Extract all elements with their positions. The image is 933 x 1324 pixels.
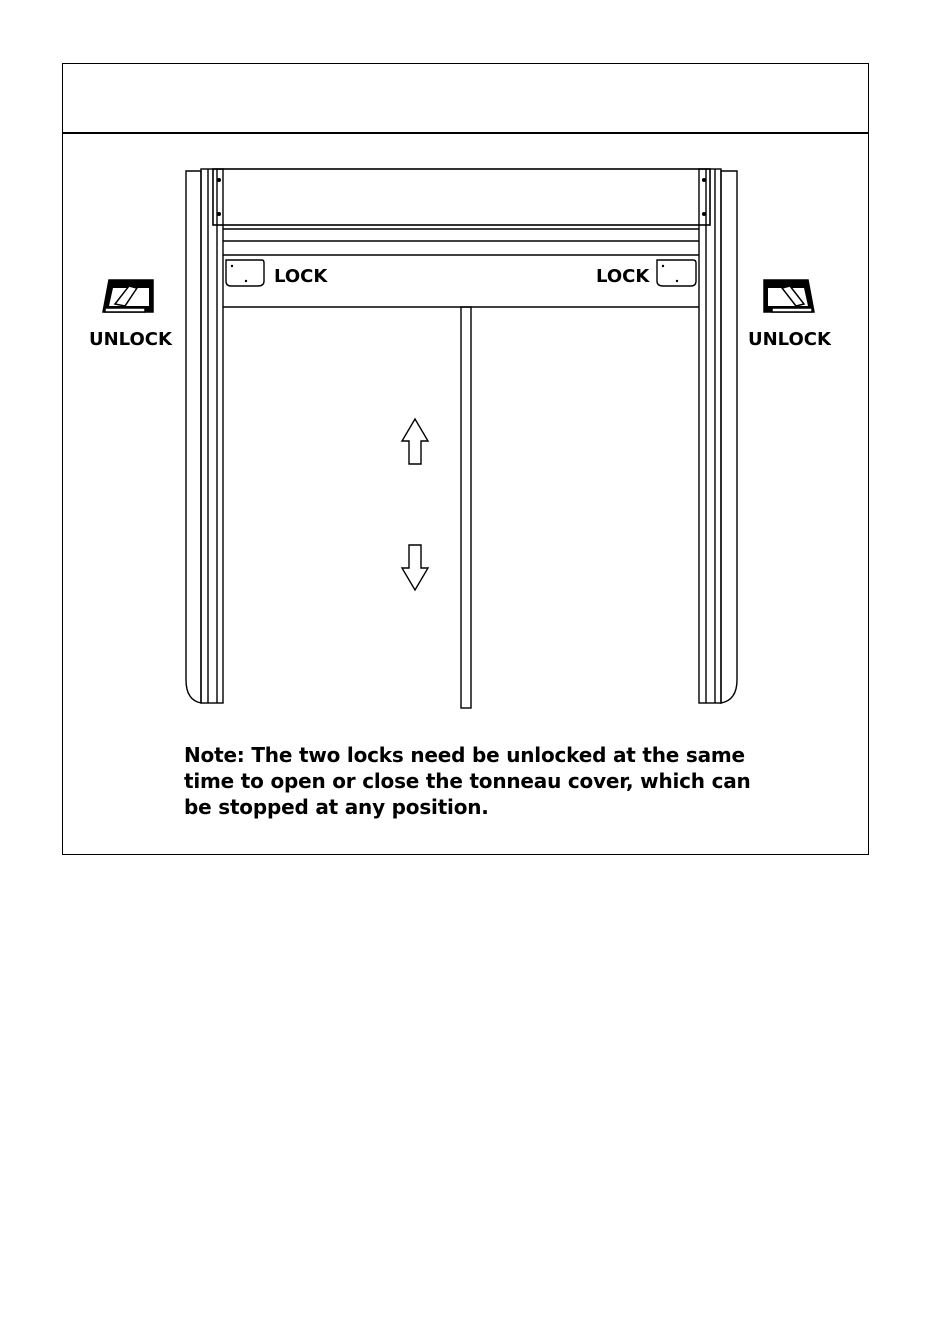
note-text bbox=[184, 742, 764, 820]
note-line: be stopped at any position. bbox=[184, 795, 489, 819]
unlock-label-right: UNLOCK bbox=[748, 329, 831, 350]
unlock-icon-right bbox=[764, 280, 814, 312]
up-arrow-icon bbox=[402, 419, 428, 464]
header-rail bbox=[213, 169, 710, 225]
note-line: time to open or close the tonneau cover, which can bbox=[184, 769, 751, 793]
lock-label-right: LOCK bbox=[596, 266, 650, 287]
left-rail bbox=[201, 169, 223, 703]
right-rail-outer bbox=[721, 171, 737, 703]
unlock-icon-left bbox=[103, 280, 153, 312]
note-line: Note: The two locks need be unlocked at the same bbox=[184, 743, 745, 767]
left-rail-outer bbox=[186, 171, 201, 703]
right-rail bbox=[699, 169, 721, 703]
center-support-bar bbox=[461, 307, 471, 708]
down-arrow-icon bbox=[402, 545, 428, 590]
lock-label-left: LOCK bbox=[274, 266, 328, 287]
lock-icon-right bbox=[657, 260, 696, 286]
unlock-label-left: UNLOCK bbox=[89, 329, 172, 350]
lock-icon-left bbox=[226, 260, 264, 286]
